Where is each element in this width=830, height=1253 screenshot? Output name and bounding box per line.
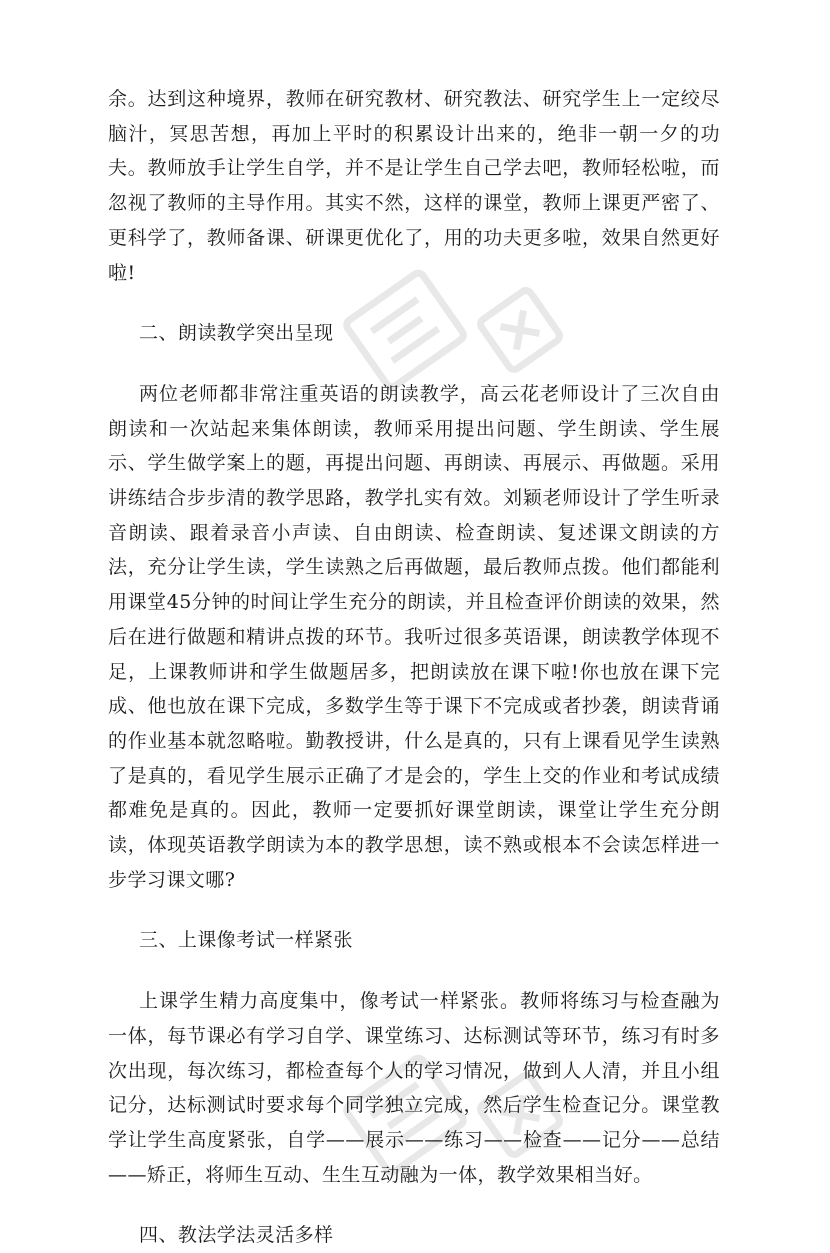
paragraph-exam-like: 上课学生精力高度集中，像考试一样紧张。教师将练习与检查融为一体，每节课必有学习自学、课堂练习、达标测试等环节，练习有时多次出现，每次练习，都检查每个人的学习情况，做到人人清，并且小组记分，达标测试时要求每个同学独立完成，然后学生检查记分。课堂教学让学生高度紧张，自学——展示——练习——检查——记分——总结——矫正，将师生互动、生生互动融为一体，教学效果相当好。: [108, 990, 720, 1186]
paragraph-continued: 余。达到这种境界，教师在研究教材、研究教法、研究学生上一定绞尽脑汁，冥思苦想，再加上平时的积累设计出来的，绝非一朝一夕的功夫。教师放手让学生自学，并不是让学生自己学去吧，教师轻松啦，而忽视了教师的主导作用。其实不然，这样的课堂，教师上课更严密了、更科学了，教师备课、研课更优化了，用的功夫更多啦，效果自然更好啦!: [108, 88, 720, 284]
document-body: [108, 82, 720, 1253]
section-heading-reading: 二、朗读教学突出呈现: [139, 322, 334, 345]
section-heading-exam-like: 三、上课像考试一样紧张: [139, 929, 353, 952]
paragraph-reading: 两位老师都非常注重英语的朗读教学，高云花老师设计了三次自由朗读和一次站起来集体朗读，教师采用提出问题、学生朗读、学生展示、学生做学案上的题，再提出问题、再朗读、再展示、再做题。采用讲练结合步步清的教学思路，教学扎实有效。刘颖老师设计了学生听录音朗读、跟着录音小声读、自由朗读、检查朗读、复述课文朗读的方法，充分让学生读，学生读熟之后再做题，最后教师点拨。他们都能利用课堂45分钟的时间让学生充分的朗读，并且检查评价朗读的效果，然后在进行做题和精讲点拨的环节。我听过很多英语课，朗读教学体现不足，上课教师讲和学生做题居多，把朗读放在课下啦!你也放在课下完成、他也放在课下完成，多数学生等于课下不完成或者抄袭，朗读背诵的作业基本就忽略啦。勤教授讲，什么是真的，只有上课看见学生读熟了是真的，看见学生展示正确了才是会的，学生上交的作业和考试成绩都难免是真的。因此，教师一定要抓好课堂朗读，课堂让学生充分朗读，体现英语教学朗读为本的教学思想，读不熟或根本不会读怎样进一步学习课文哪?: [108, 382, 720, 891]
section-heading-methods: 四、教法学法灵活多样: [139, 1224, 334, 1247]
